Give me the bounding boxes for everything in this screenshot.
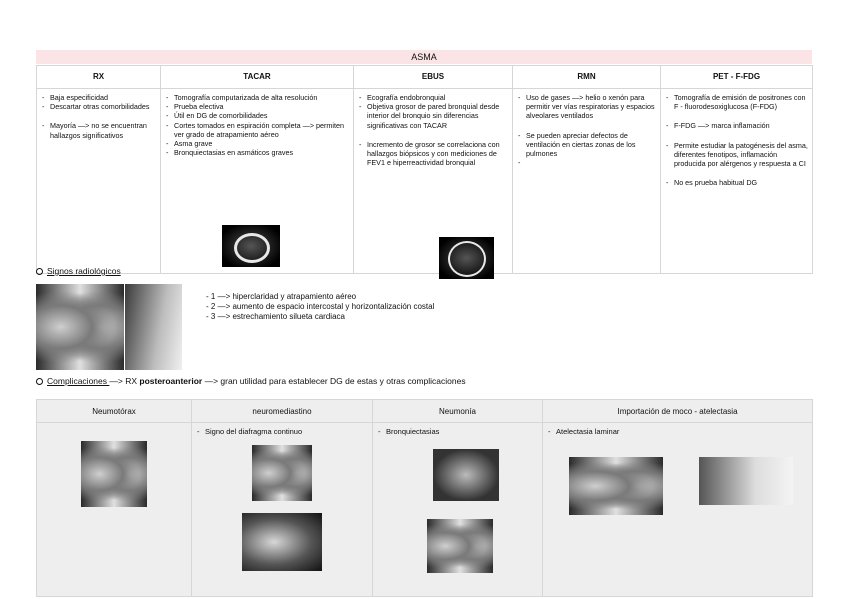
list-item: - Bronquiectasias en asmáticos graves (165, 148, 349, 157)
list-item: - F-FDG —> marca inflamación (665, 121, 808, 130)
chest-xray-pa-image (36, 284, 124, 370)
list-item: - Permite estudiar la patogénesis del asma, diferentes fenotipos, inflamación producida por alérgenos y respuesta a CI (665, 141, 808, 169)
ebus-image (439, 237, 494, 279)
tacar-cell (161, 89, 354, 274)
asma-table (36, 65, 813, 274)
header-atelectasia: Importación de moco - atelectasia (543, 400, 813, 423)
list-item: - 2 —> aumento de espacio intercostal y horizontalización costal (206, 302, 435, 311)
list-item: - Útil en DG de comorbilidades (165, 111, 349, 120)
list-item: - Bronquiectasias (377, 427, 538, 436)
list-item: - Ecografía endobronquial (358, 93, 508, 102)
atelectasia-xray-image (569, 457, 663, 515)
header-rmn: RMN (513, 66, 661, 89)
signos-heading (36, 266, 121, 276)
list-item: - Signo del diafragma continuo (196, 427, 368, 436)
header-pet: PET - F-FDG (661, 66, 813, 89)
list-item: - Incremento de grosor se correlaciona con hallazgos biópsicos y con mediciones de FEV1 e hiperreactividad bronquial (358, 140, 508, 168)
neumotorax-cell (37, 423, 192, 597)
list-item: - 3 —> estrechamiento silueta cardiaca (206, 312, 345, 321)
bronquiectasias-image (433, 449, 499, 501)
circle-bullet-icon (36, 268, 43, 275)
neuromediastino-cell (192, 423, 373, 597)
header-neuromediastino: neuromediastino (192, 400, 373, 423)
complicaciones-table (36, 399, 813, 597)
list-item: - Atelectasia laminar (547, 427, 808, 436)
pet-cell (661, 89, 813, 274)
ebus-cell (354, 89, 513, 274)
header-neumotorax: Neumotórax (37, 400, 192, 423)
signos-list (206, 292, 434, 322)
complicaciones-heading: Complicaciones —> RX posteroanterior —> gran utilidad para establecer DG de estas y otras complicaciones (36, 376, 466, 386)
tacar-ct-image (222, 225, 280, 267)
neuromediastino-ct-image (242, 513, 322, 571)
rmn-cell (513, 89, 661, 274)
list-item: - 1 —> hiperclaridad y atrapamiento aéreo (206, 292, 357, 301)
circle-bullet-icon (36, 378, 43, 385)
list-item: - Se pueden apreciar defectos de ventilación en ciertas zonas de los pulmones (517, 131, 656, 159)
list-item: - Asma grave (165, 139, 349, 148)
header-rx: RX (37, 66, 161, 89)
list-item: - Uso de gases —> helio o xenón para permitir ver vías respiratorias y espacios alveolares ventilados (517, 93, 656, 121)
header-neumonia: Neumonía (373, 400, 543, 423)
neumonia-xray-image (427, 519, 493, 573)
header-tacar: TACAR (161, 66, 354, 89)
chest-xray-lateral-image (125, 284, 182, 370)
neuromediastino-xray-image (252, 445, 312, 501)
list-item: - Objetiva grosor de pared bronquial desde interior del bronquio sin diferencias significativas con TACAR (358, 102, 508, 130)
header-ebus: EBUS (354, 66, 513, 89)
signos-heading-text: Signos radiológicos (47, 266, 121, 276)
rx-cell (37, 89, 161, 274)
list-item: - Descartar otras comorbilidades (41, 102, 156, 111)
list-item: - Cortes tomados en espiración completa —> permiten ver grado de atrapamiento aéreo (165, 121, 349, 139)
list-item: - No es prueba habitual DG (665, 178, 808, 187)
list-item: - Baja especificidad (41, 93, 156, 102)
list-item: - Tomografía computarizada de alta resolución (165, 93, 349, 102)
list-item: - Tomografía de emisión de positrones con F - fluorodesoxiglucosa (F-FDG) (665, 93, 808, 111)
neumonia-cell (373, 423, 543, 597)
page-title: ASMA (36, 50, 812, 64)
neumotorax-xray-image (81, 441, 147, 507)
atelectasia-cell (543, 423, 813, 597)
atelectasia-detail-image (699, 457, 793, 505)
list-item: - Mayoría —> no se encuentran hallazgos significativos (41, 121, 156, 139)
list-item: - Prueba electiva (165, 102, 349, 111)
